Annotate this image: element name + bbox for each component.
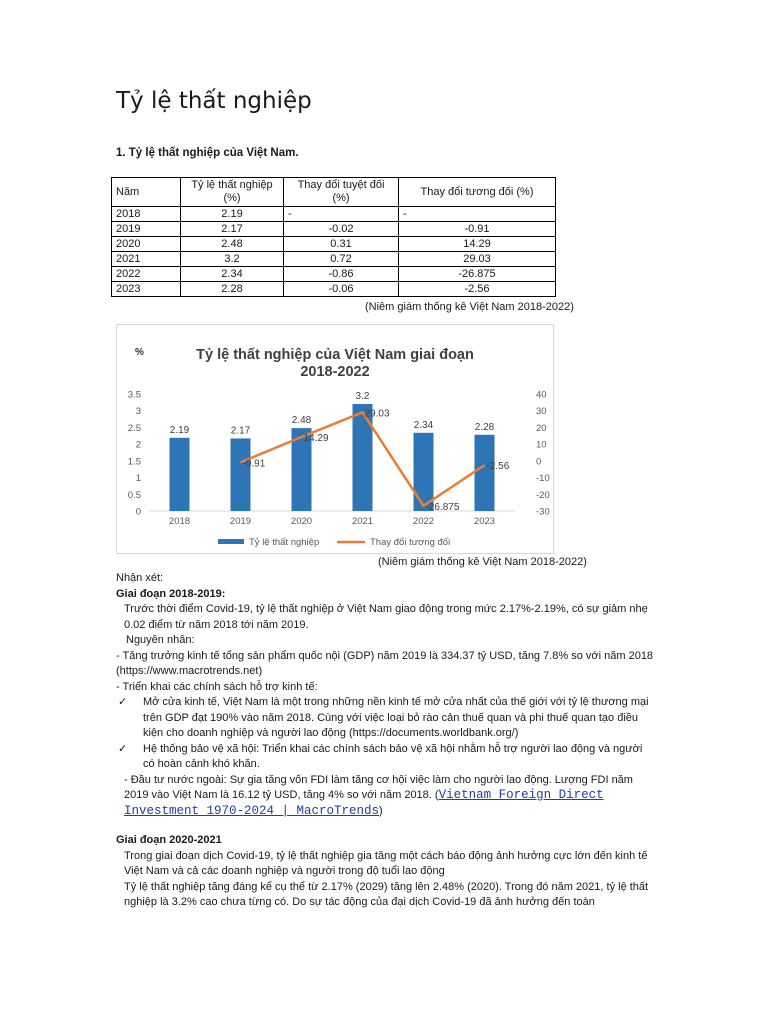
table-header-cell: Thay đổi tương đối (%) [399, 178, 556, 207]
y-right-tick-label: 20 [536, 422, 547, 434]
table-cell: 2020 [112, 237, 181, 252]
table-cell: 0.72 [284, 252, 399, 267]
cause-label: Nguyên nhân: [126, 634, 195, 646]
table-cell: 2.19 [181, 207, 284, 222]
unemployment-chart [117, 325, 553, 553]
period2-paragraph-1: Trong giai đoạn dịch Covid-19, tỷ lệ thất nghiệp gia tăng một cách báo động ảnh hưởng cực lớn đến kinh tế Việt Nam và cả các doanh nghiệp và người trong độ tuổi lao động [124, 849, 648, 877]
cause-policies: - Triển khai các chính sách hỗ trợ kinh tế: [116, 680, 318, 693]
table-row [112, 207, 556, 222]
bar [475, 435, 495, 511]
line-data-label: 14.29 [303, 432, 329, 444]
y-left-tick-label: 0.5 [127, 489, 141, 501]
table-cell: - [284, 207, 399, 222]
bar [414, 433, 434, 511]
remarks-label: Nhận xét: [116, 572, 164, 584]
y-left-tick-label: 2.5 [127, 422, 141, 434]
chart-source: (Niêm giám thống kê Việt Nam 2018-2022) [378, 556, 587, 568]
table-cell: 2018 [112, 207, 181, 222]
cause-gdp: - Tăng trưởng kinh tế tổng sản phẩm quốc nội (GDP) năm 2019 là 334.37 tỷ USD, tăng 7.8% so với năm 2018 (https://www.macrotrends.net) [116, 649, 654, 677]
table-cell: -0.06 [284, 282, 399, 297]
table-cell: 2023 [112, 282, 181, 297]
x-tick-label: 2018 [168, 516, 191, 527]
table-cell: 2021 [112, 252, 181, 267]
y-right-tick-label: 30 [536, 406, 547, 418]
table-row [112, 222, 556, 237]
check-item-open-economy [116, 695, 656, 742]
line-data-label: 29.03 [364, 408, 390, 420]
y-left-tick-label: 3.5 [127, 389, 141, 401]
y-left-tick-label: 1 [135, 473, 141, 485]
y-left-tick-label: 2 [135, 439, 141, 451]
legend-swatch-bar [218, 539, 244, 544]
x-tick-label: 2022 [412, 516, 435, 527]
table-row [112, 282, 556, 297]
table-cell: - [399, 207, 556, 222]
period1-paragraph: Trước thời điểm Covid-19, tỷ lệ thất nghiệp ở Việt Nam giao động trong mức 2.17%-2.19%, có sự giảm nhẹ 0.02 điểm từ năm 2018 tới năm 2019. [124, 603, 648, 631]
y-right-tick-label: -10 [536, 473, 550, 485]
bar-data-label: 2.48 [291, 415, 312, 427]
y-left-tick-label: 0 [135, 506, 141, 518]
table-row [112, 237, 556, 252]
y-left-tick-label: 3 [135, 406, 141, 418]
chart-unit-label: % [135, 347, 144, 358]
table-header-row [112, 178, 556, 207]
table-cell: 2019 [112, 222, 181, 237]
table-cell: -0.91 [399, 222, 556, 237]
table-cell: 14.29 [399, 237, 556, 252]
legend-label: Thay đổi tương đối [370, 537, 451, 548]
y-left-tick-label: 1.5 [127, 456, 141, 468]
period2-paragraph-2: Tỷ lệ thất nghiệp tăng đáng kể cụ thể từ 2.17% (2029) tăng lên 2.48% (2020). Trong đó năm 2021, tỷ lệ thất nghiệp là 3.2% cao chưa từng có. Do sự tác động của đại dịch Covid-19 đã ảnh hưởng đến toàn [124, 880, 649, 908]
check-item-text: Hệ thống bảo vệ xã hội: Triển khai các chính sách bảo vệ xã hội nhằm hỗ trợ người lao động và người có hoàn cảnh khó khăn. [143, 742, 643, 770]
x-tick-label: 2020 [290, 516, 313, 527]
line-data-label: -2.56 [486, 461, 510, 473]
table-header-cell: Thay đổi tuyệt đối (%) [284, 178, 399, 207]
chart-title: Tỷ lệ thất nghiệp của Việt Nam giai đoạn [196, 347, 474, 363]
table-cell: 3.2 [181, 252, 284, 267]
cause-fdi-close: ) [379, 804, 383, 817]
unemployment-table [111, 177, 556, 297]
table-cell: 2.34 [181, 267, 284, 282]
checkmark-icon: ✓ [118, 742, 128, 755]
y-right-tick-label: 0 [536, 456, 542, 468]
table-cell: 2.17 [181, 222, 284, 237]
bar-data-label: 2.19 [169, 424, 190, 436]
bar-data-label: 2.28 [474, 421, 495, 433]
y-right-tick-label: -20 [536, 489, 550, 501]
cause-fdi-text: - Đầu tư nước ngoài: Sự gia tăng vốn FDI làm tăng cơ hội việc làm cho người lao động. Lượng FDI năm 2019 vào Việt Nam là 16.12 tỷ USD, tăng 4% so với năm 2018. ( [124, 773, 633, 801]
y-right-tick-label: 10 [536, 439, 547, 451]
cause-fdi [116, 773, 656, 820]
period1-heading: Giai đoạn 2018-2019: [116, 587, 226, 600]
table-cell: -0.02 [284, 222, 399, 237]
bar [353, 404, 373, 511]
table-cell: 0.31 [284, 237, 399, 252]
table-header-cell: Tỷ lệ thất nghiệp (%) [181, 178, 284, 207]
period2-heading: Giai đoạn 2020-2021 [116, 834, 222, 846]
table-cell: -0.86 [284, 267, 399, 282]
table-cell: 2.48 [181, 237, 284, 252]
bar-data-label: 2.17 [230, 425, 251, 437]
remarks-section [116, 571, 656, 911]
check-item-social-protection [116, 742, 656, 773]
legend-label: Tỷ lệ thất nghiệp [249, 537, 320, 548]
table-row [112, 252, 556, 267]
table-cell: -2.56 [399, 282, 556, 297]
table-cell: 29.03 [399, 252, 556, 267]
line-data-label: -26.875 [425, 501, 460, 513]
check-item-text: Mở cửa kinh tế, Việt Nam là một trong những nền kinh tế mở cửa nhất của thế giới với tỷ lệ thương mại trên GDP đạt 190% vào năm 2018. Cùng với việc loại bỏ rào cản thuế quan và phi thuế quan tạo điều kiện cho doanh nghiệp và người lao động (https://documents.worldbank.org/) [143, 696, 649, 739]
line-data-label: -0.91 [242, 458, 266, 470]
x-tick-label: 2021 [351, 516, 374, 527]
table-source: (Niêm giám thống kê Việt Nam 2018-2022) [365, 301, 574, 313]
table-header-cell: Năm [112, 178, 181, 207]
x-tick-label: 2023 [473, 516, 496, 527]
bar [231, 438, 251, 511]
table-cell: -26.875 [399, 267, 556, 282]
chart-title: 2018-2022 [300, 364, 370, 380]
bar-data-label: 2.34 [413, 419, 434, 431]
bar-data-label: 3.2 [355, 391, 370, 403]
chart-container [116, 324, 554, 554]
y-right-tick-label: 40 [536, 389, 547, 401]
table-cell: 2022 [112, 267, 181, 282]
macrotrends-link[interactable]: Vietnam Foreign Direct Investment 1970-2024 | MacroTrends [124, 788, 604, 818]
section-heading: 1. Tỷ lệ thất nghiệp của Việt Nam. [116, 147, 299, 159]
table-row [112, 267, 556, 282]
checkmark-icon: ✓ [118, 696, 128, 708]
table-cell: 2.28 [181, 282, 284, 297]
page-title: Tỷ lệ thất nghiệp [116, 88, 312, 114]
x-tick-label: 2019 [229, 516, 252, 527]
y-right-tick-label: -30 [536, 506, 550, 518]
bar [170, 438, 190, 511]
